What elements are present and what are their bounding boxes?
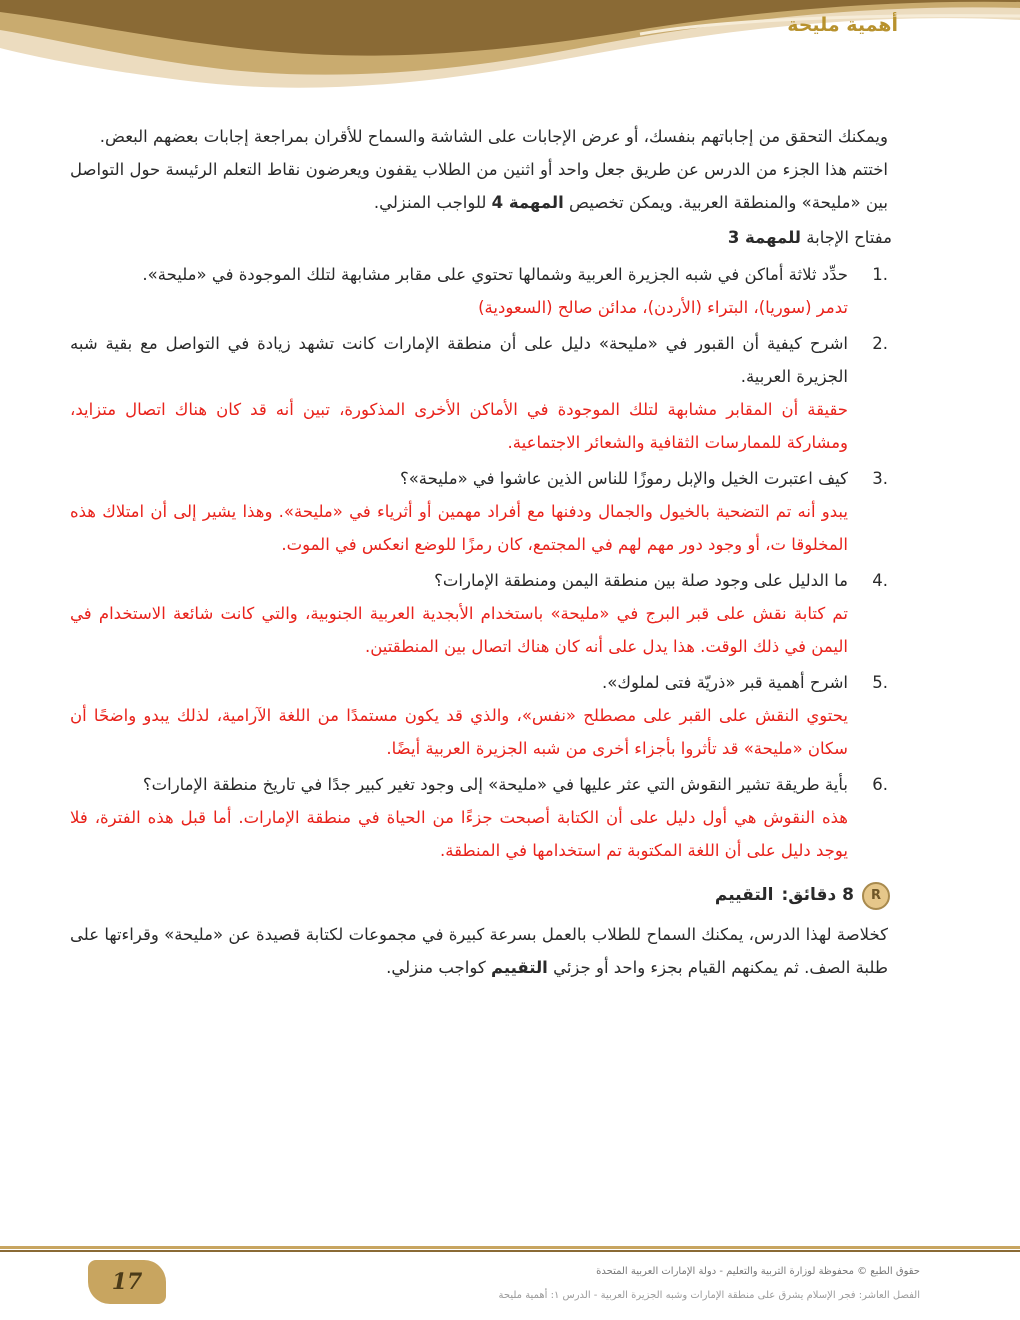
answer-text: حقيقة أن المقابر مشابهة لتلك الموجودة في الأماكن الأخرى المذكورة، تبين أنه قد كان هناك اتصال متزايد، ومشاركة للممارسات الثقافية والشعائر الاجتماعية. [70, 400, 848, 452]
assessment-minutes: 8 دقائق: [781, 885, 854, 905]
intro-paragraph-2-text: اختتم هذا الجزء من الدرس عن طريق جعل واحد أو اثنين من الطلاب يقفون ويعرضون نقاط التعلم الرئيسة حول التواصل بين «مليحة» والمنطقة العربية. ويمكن تخصيص [70, 160, 888, 212]
question-item-6 [70, 768, 900, 867]
answer-text: هذه النقوش هي أول دليل على أن الكتابة أصبحت جزءًا من الحياة في منطقة الإمارات. أما قبل هذه الفترة، فلا يوجد دليل على أن اللغة المكتوبة تم استخدامها في المنطقة. [70, 808, 848, 860]
intro-bold-task: المهمة 4 [491, 193, 564, 212]
assessment-heading [70, 879, 890, 912]
question-text: كيف اعتبرت الخيل والإبل رموزًا للناس الذين عاشوا في «مليحة»؟ [399, 469, 848, 488]
question-item-1 [70, 258, 900, 324]
footer-divider [0, 1246, 1020, 1254]
question-item-5 [70, 666, 900, 765]
question-item-4 [70, 564, 900, 663]
question-text: اشرح كيفية أن القبور في «مليحة» دليل على أن منطقة الإمارات كانت تشهد زيادة في التواصل مع بقية شبه الجزيرة العربية. [70, 334, 848, 386]
answer-text: يبدو أنه تم التضحية بالخيول والجمال ودفنها مع أفراد مهمين أو أثرياء في «مليحة». وهذا يشير إلى أن امتلاك هذه المخلوقا ت، أو وجود دور مهم لهم في المجتمع، كان رمزًا للوضع انعكس في الموت. [70, 502, 848, 554]
assessment-label: التقييم [714, 885, 774, 905]
assessment-paragraph [70, 918, 888, 984]
answer-key-title [70, 221, 892, 254]
page-number: 17 [111, 1269, 143, 1295]
question-text: اشرح أهمية قبر «ذريّة فتى لملوك». [602, 673, 848, 692]
question-text: بأية طريقة تشير النقوش التي عثر عليها في «مليحة» إلى وجود تغير كبير جدًا في تاريخ منطقة الإمارات؟ [142, 775, 848, 794]
question-number: .5 [872, 673, 888, 692]
footer-chapter-info: الفصل العاشر: فجر الإسلام يشرق على منطقة الإمارات وشبه الجزيرة العربية - الدرس ١: أهمية مليحة [498, 1290, 920, 1301]
question-item-3 [70, 462, 900, 561]
page-title: أهمية مليحة [787, 14, 898, 36]
intro-paragraph-1: ويمكنك التحقق من إجاباتهم بنفسك، أو عرض الإجابات على الشاشة والسماح للأقران بمراجعة إجابات بعضهم البعض. [99, 127, 888, 146]
page-number-badge [88, 1260, 166, 1304]
review-badge-icon: R [862, 882, 890, 910]
footer-copyright: حقوق الطبع © محفوظة لوزارة التربية والتعليم - دولة الإمارات العربية المتحدة [596, 1266, 920, 1277]
answer-text: تدمر (سوريا)، البتراء (الأردن)، مدائن صالح (السعودية) [478, 298, 848, 317]
question-text: ما الدليل على وجود صلة بين منطقة اليمن ومنطقة الإمارات؟ [434, 571, 848, 590]
answer-key-task: للمهمة 3 [727, 228, 801, 247]
question-number: .3 [872, 469, 888, 488]
answer-text: يحتوي النقش على القبر على مصطلح «نفس»، والذي قد يكون مستمدًا من اللغة الآرامية، لذلك يبدو واضحًا أن سكان «مليحة» قد تأثروا بأجزاء أخرى من شبه الجزيرة العربية أيضًا. [70, 706, 848, 758]
question-number: .2 [872, 334, 888, 353]
assessment-text-end: كواجب منزلي. [386, 958, 486, 977]
assessment-text-start: كخلاصة لهذا الدرس، يمكنك السماح للطلاب بالعمل بسرعة كبيرة في مجموعات لكتابة قصيدة عن «مليحة» وقراءتها على طلبة الصف. ثم يمكنهم القيام بجزء واحد أو جزئي [70, 925, 888, 977]
intro-paragraph-2 [70, 153, 888, 219]
intro-tail: للواجب المنزلي. [373, 193, 487, 212]
question-text: حدِّد ثلاثة أماكن في شبه الجزيرة العربية وشمالها تحتوي على مقابر مشابهة لتلك الموجودة في «مليحة». [142, 265, 848, 284]
assessment-text-bold: التقييم [490, 958, 548, 977]
question-number: .4 [872, 571, 888, 590]
answer-text: تم كتابة نقش على قبر البرج في «مليحة» باستخدام الأبجدية العربية الجنوبية، والتي كانت شائعة الاستخدام في اليمن في ذلك الوقت. هذا يدل على أنه كان هناك اتصال بين المنطقتين. [70, 604, 848, 656]
answer-key-prefix: مفتاح الإجابة [806, 228, 892, 247]
question-item-2 [70, 327, 900, 459]
question-number: .1 [872, 265, 888, 284]
lesson-content [70, 120, 900, 984]
question-number: .6 [872, 775, 888, 794]
